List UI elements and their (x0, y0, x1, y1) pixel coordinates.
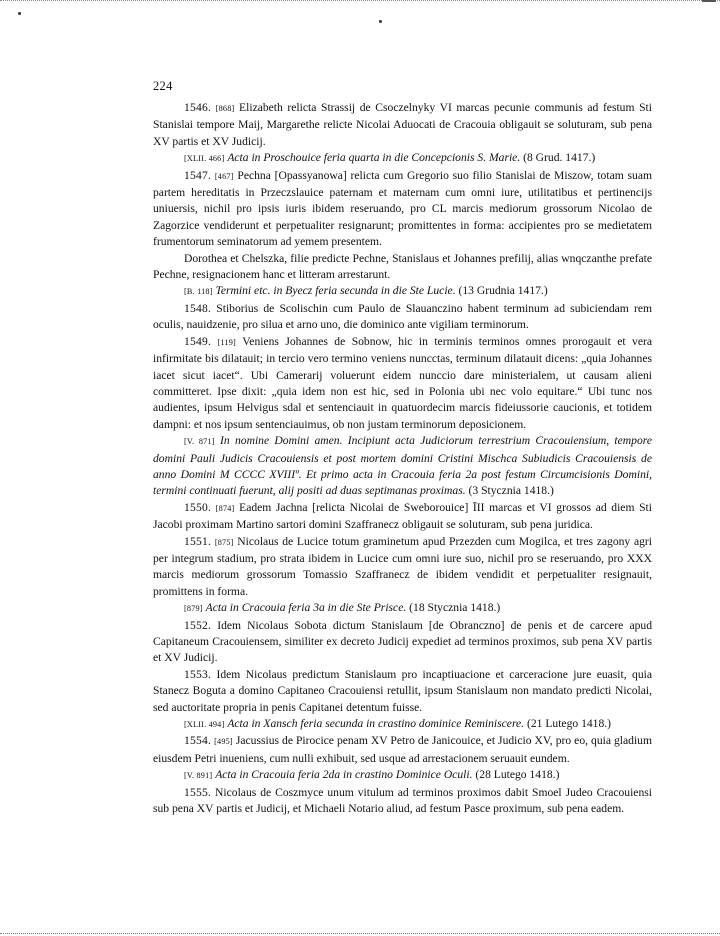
entry-number: 1555. (184, 785, 212, 799)
session-heading (153, 600, 652, 617)
entry-reference: [875] (214, 537, 234, 547)
heading-date: (3 Stycznia 1418.) (468, 484, 554, 498)
record-entry (153, 785, 652, 818)
heading-title: In nomine Domini amen. Incipiunt acta Judiciorum terrestrium Cracouiensium, tempore domini Pauli Judicis Cracouiensis et post mortem domini Cristini Mischca Subiudicis Cracouiensis de anno Domini M CCCC XVIIIº. Et primo acta in Cracouia feria 2a post festum Circumcisionis Domini, termini continuati fuerunt, alij positi ad duas septimanas proximas. (153, 434, 652, 498)
entry-reference: [467] (214, 171, 234, 181)
record-entry (153, 534, 652, 601)
heading-reference: [XLII. 466] (184, 154, 225, 164)
entry-text: Idem Nicolaus predictum Stanislaum pro incaptiuacione et carceracione jure euasit, quia Stanecz Boguta a domino Capitaneo Cracouiensi retullit, ipsum Stanislaum non mandato predicti Nicolai, sed auctoritate propria in penis Capitanei detentum fuisse. (153, 667, 652, 714)
record-entry (153, 251, 652, 284)
document-body (153, 100, 652, 817)
heading-reference: [879] (184, 604, 203, 614)
entry-number: 1553. (184, 667, 212, 681)
entry-text: Jacussius de Pirocice penam XV Petro de Janicouice, et Judicio XV, pro eo, quia gladium eiusdem Petri inueniens, cum nulli exhibuit, sed usque ad arrestacionem seruauit eundem. (153, 734, 652, 765)
entry-text: Pechna [Opassyanowa] relicta cum Gregorio suo filio Stanislai de Miszow, totam suam partem hereditatis in Przeczslauice paternam et maternam cum omni iure, utilitatibus et pertinencijs uniuersis, nichil pro ipsis iuris ibidem reseruando, pro CL marcis mediorum grossorum Nicolao de Zagorzice vendiderunt et perpetualiter resignarunt; promittentes in forma: accipientes pro se medietatem frumentorum seminatorum ad yemem presentem. (153, 168, 652, 249)
record-entry (153, 667, 652, 716)
entry-reference: [119] (217, 337, 236, 347)
heading-title: Acta in Xansch feria secunda in crastino dominice Reminiscere. (227, 717, 525, 731)
entry-reference: [868] (215, 104, 235, 113)
record-entry (153, 500, 652, 534)
entry-number: 1549. (184, 334, 212, 348)
entry-reference: [874] (215, 503, 235, 513)
scan-bottom-edge (0, 930, 720, 934)
heading-reference: [V. 871] (184, 437, 215, 447)
heading-date: (21 Lutego 1418.) (526, 717, 612, 731)
scan-corner-mark (702, 0, 716, 5)
entry-number: 1546. (184, 101, 212, 114)
heading-date: (8 Grud. 1417.) (523, 151, 596, 165)
record-entry (153, 301, 652, 334)
heading-title: Acta in Proschouice feria quarta in die Concepcionis S. Marie. (227, 151, 521, 165)
session-heading (153, 767, 652, 784)
heading-reference: [V. 891] (184, 771, 213, 781)
record-entry (153, 733, 652, 767)
heading-title: Termini etc. in Byecz feria secunda in die Ste Lucie. (215, 284, 456, 298)
heading-date: (28 Lutego 1418.) (475, 768, 560, 782)
session-heading (153, 283, 652, 300)
scan-speck (18, 12, 21, 15)
entry-reference: [495] (214, 737, 233, 747)
entry-text: Eadem Jachna [relicta Nicolai de Sweborouice] ĪII marcas et VI grossos ad diem Sti Jacobi proximam Martino sartori domini Szaffranecz obligauit se soluturam, sub pena juridica. (153, 500, 652, 532)
entry-text: Stiborius de Scolischin cum Paulo de Slauanczino habent terminum ad subiciendam rem oculis, nauidzenie, pro silua et arno uno, die dominico ante vigiliam terminorum. (153, 301, 652, 332)
session-heading (153, 716, 652, 733)
record-entry (153, 100, 652, 150)
entry-number: 1554. (184, 734, 212, 748)
entry-text: Dorothea et Chelszka, filie predicte Pechne, Stanislaus et Johannes prefilij, alias wnqczanthe prefate Pechne, resignacionem hanc et litteram arrestarunt. (153, 251, 652, 282)
entry-text: Veniens Johannes de Sobnow, hic in terminis terminos omnes prorogauit et vera infirmitate bis dilatauit; in tercio vero termino veniens nuncctas, terminum dilatauit dicens: „quia Johannes iacet sicut iacet“. Ubi Camerarij voluerunt eidem nunccio dare ministerialem, ut causam alieni committeret. Ipse dixit: „quia idem non est hic, sed in Polonia ubi nec volo equitare.“ Ubi tunc nos audientes, ipsum Helvigus sdal et sentenciauit in quatuordecim marcis fideiussorie caucionis, et totidem dampni: et nos ipsum sentenciauimus, ob non justam terminorum deposicionem. (153, 334, 652, 431)
entry-text: Nicolaus de Coszmyce unum vitulum ad terminos proximos dabit Smoel Judeo Cracouiensi sub pena XV partis et Judicij, et Michaeli Notario aliud, ad festum Pasce proximum, sub pena eadem. (153, 785, 652, 816)
entry-text: Elizabeth relicta Strassij de Csoczelnyky VI marcas pecunie communis ad festum Sti Stanislai tempore Maij, Margarethe relicte Nicolai Aduocati de Cracouia obligauit se soluturam, sub pena XV partis et XV Judicij. (153, 101, 652, 148)
session-heading (153, 433, 652, 500)
session-heading (153, 150, 652, 167)
entry-number: 1548. (184, 301, 212, 315)
entry-number: 1551. (184, 534, 212, 548)
entry-number: 1550. (184, 500, 212, 514)
record-entry (153, 334, 652, 433)
entry-number: 1552. (184, 618, 212, 632)
scan-speck (379, 20, 382, 23)
page-number: 224 (153, 79, 173, 93)
scan-top-edge (0, 0, 720, 5)
heading-title: Acta in Cracouia feria 3a in die Ste Prisce. (205, 601, 407, 615)
heading-date: (18 Stycznia 1418.) (409, 601, 501, 615)
heading-reference: [XLII. 494] (184, 720, 225, 730)
heading-title: Acta in Cracouia feria 2da in crastino Dominice Oculi. (215, 768, 473, 782)
heading-date: (13 Grudnia 1417.) (458, 284, 548, 298)
entry-number: 1547. (184, 168, 212, 182)
entry-text: Idem Nicolaus Sobota dictum Stanislaum [de Obranczno] de penis et de carcere apud Capitaneum Cracouiensem, similiter ex decreto Judicij expediet ad terminos proximos, sub pena XV partis et XV Judicij. (153, 618, 653, 665)
heading-reference: [B. 118] (184, 287, 213, 297)
record-entry (153, 618, 652, 667)
record-entry (153, 168, 652, 251)
entry-text: Nicolaus de Lucice totum graminetum apud Przezden cum Mogilca, et tres zagony agri per integrum stadium, pro strata ibidem in Lucice cum omni iure suo, nichil pro se reseruando, pro XXX marcis mediorum grossorum Tomassio Szaffranecz de ibidem vendidit et perpetualiter resignauit, promittens in forma. (153, 534, 652, 598)
